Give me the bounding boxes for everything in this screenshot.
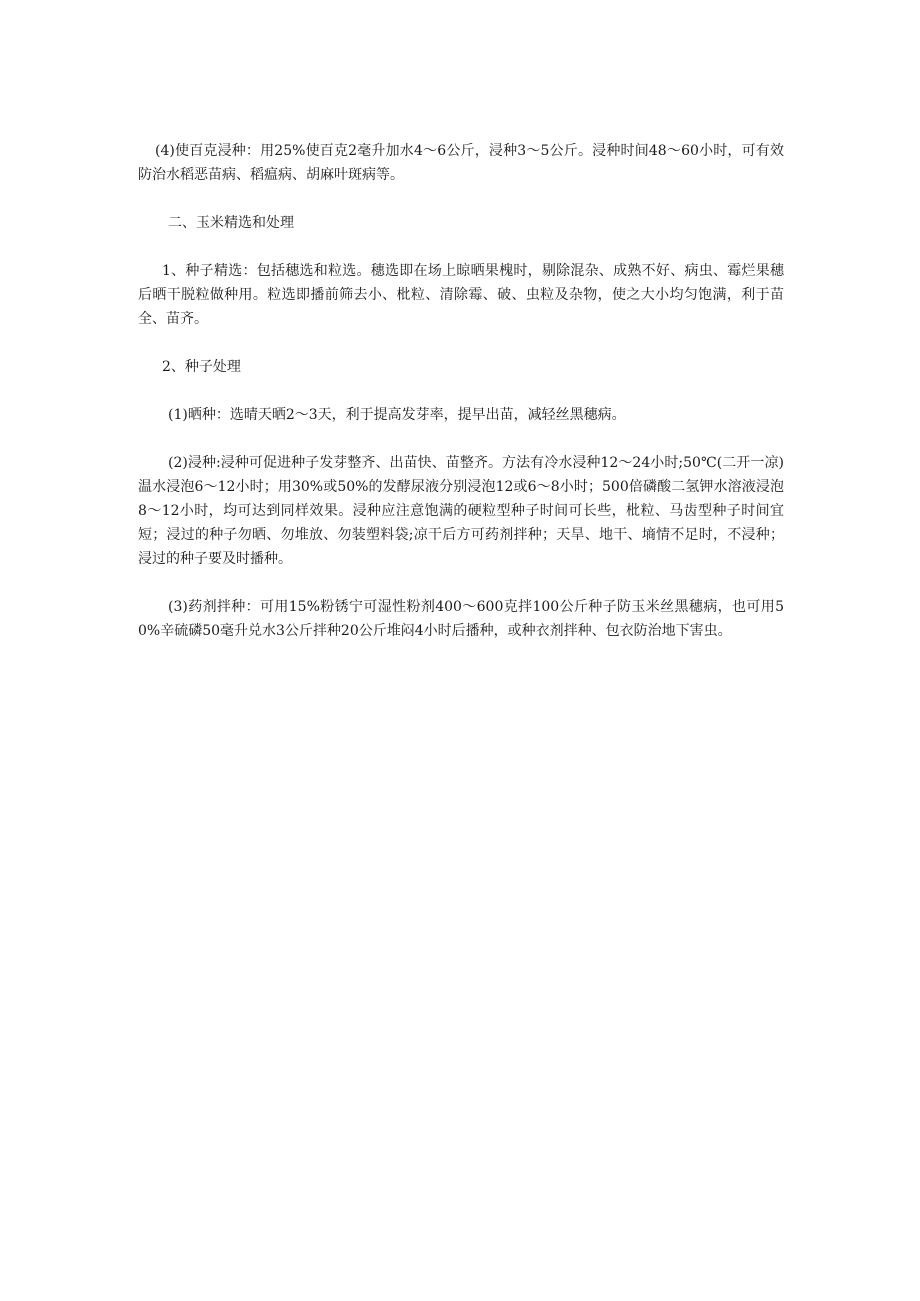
paragraph-chemical-mixing: (3)药剂拌种：可用15%粉锈宁可湿性粉剂400～600克拌100公斤种子防玉米丝黑穗病，也可用50%辛硫磷50毫升兑水3公斤拌种20公斤堆闷4小时后播种，或种衣剂拌种、包衣防治地下害虫。	[138, 599, 784, 639]
section-heading-corn: 二、玉米精选和处理	[168, 215, 294, 231]
paragraph-baikeke-soaking: (4)使百克浸种：用25%使百克2毫升加水4～6公斤，浸种3～5公斤。浸种时间48～60小时，可有效防治水稻恶苗病、稻瘟病、胡麻叶斑病等。	[138, 143, 784, 183]
document-body	[138, 139, 784, 667]
paragraph-sun-drying: (1)晒种：选晴天晒2～3天，利于提高发芽率，提早出苗，减轻丝黑穗病。	[168, 407, 626, 423]
paragraph-soaking: (2)浸种:浸种可促进种子发芽整齐、出苗快、苗整齐。方法有冷水浸种12～24小时;50℃(二开一凉)温水浸泡6～12小时；用30%或50%的发酵尿液分别浸泡12或6～8小时；500倍磷酸二氢钾水溶液浸泡8～12小时，均可达到同样效果。浸种应注意饱满的硬粒型种子时间可长些，枇粒、马齿型种子时间宜短；浸过的种子勿晒、勿堆放、勿装塑料袋;凉干后方可药剂拌种；天旱、地干、墒情不足时，不浸种；浸过的种子要及时播种。	[138, 455, 784, 567]
subsection-heading-seed-treatment: 2、种子处理	[162, 359, 241, 375]
paragraph-seed-selection: 1、种子精选：包括穗选和粒选。穗选即在场上晾晒果槐时，剔除混杂、成熟不好、病虫、霉烂果穗后晒干脱粒做种用。粒选即播前筛去小、枇粒、清除霉、破、虫粒及杂物，使之大小均匀饱满，利于苗全、苗齐。	[138, 263, 784, 327]
